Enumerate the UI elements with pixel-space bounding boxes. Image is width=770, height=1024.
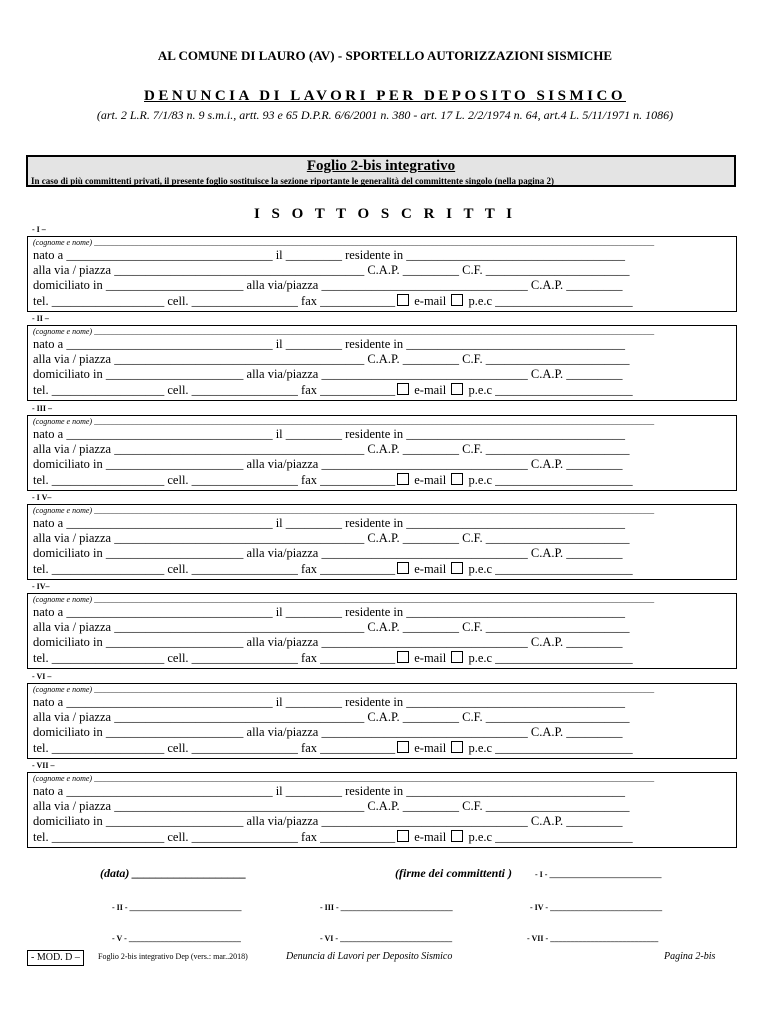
- pec-checkbox[interactable]: [451, 830, 463, 842]
- nato-residente-field[interactable]: nato a _________________________________ il _________ residente in ___________________________________: [33, 427, 625, 441]
- domicilio-field[interactable]: domiciliato in ______________________ alla via/piazza _________________________________ C.A.P. _________: [33, 814, 623, 828]
- signature-line-6[interactable]: - VI - ____________________________: [320, 934, 453, 943]
- pec-label: p.e.c ______________________: [465, 651, 633, 665]
- pec-label: p.e.c ______________________: [465, 562, 633, 576]
- email-checkbox[interactable]: [397, 741, 409, 753]
- footer-center: Denuncia di Lavori per Deposito Sismico: [286, 951, 453, 962]
- signatory-box: [27, 593, 737, 669]
- block-label: - III –: [32, 404, 53, 413]
- via-cap-cf-field[interactable]: alla via / piazza ________________________________________ C.A.P. _________ C.F. _______________________: [33, 710, 630, 724]
- signature-line-3[interactable]: - III - ____________________________: [320, 903, 453, 912]
- email-label: e-mail: [411, 294, 450, 308]
- signatory-box: [27, 504, 737, 580]
- pec-label: p.e.c ______________________: [465, 741, 633, 755]
- email-checkbox[interactable]: [397, 473, 409, 485]
- email-label: e-mail: [411, 741, 450, 755]
- domicilio-field[interactable]: domiciliato in ______________________ alla via/piazza _________________________________ C.A.P. _________: [33, 367, 623, 381]
- via-cap-cf-field[interactable]: alla via / piazza ________________________________________ C.A.P. _________ C.F. _______________________: [33, 620, 630, 634]
- foglio-box: [26, 155, 736, 187]
- tel-cell-fax-text: tel. __________________ cell. _________________ fax ____________: [33, 651, 396, 665]
- tel-cell-fax-text: tel. __________________ cell. _________________ fax ____________: [33, 741, 396, 755]
- nato-residente-field[interactable]: nato a _________________________________ il _________ residente in ___________________________________: [33, 784, 625, 798]
- cognome-nome-field[interactable]: (cognome e nome) ____________________________________________________________________________________________________________________________________________: [33, 774, 655, 783]
- pec-label: p.e.c ______________________: [465, 473, 633, 487]
- signatures-label: (firme dei committenti ): [395, 866, 512, 880]
- pec-checkbox[interactable]: [451, 383, 463, 395]
- block-label: - II –: [32, 314, 49, 323]
- page-number: Pagina 2-bis: [664, 951, 716, 962]
- date-field[interactable]: (data) ___________________: [100, 866, 247, 880]
- pec-checkbox[interactable]: [451, 294, 463, 306]
- cognome-nome-field[interactable]: (cognome e nome) ____________________________________________________________________________________________________________________________________________: [33, 595, 655, 604]
- foglio-title: Foglio 2-bis integrativo: [306, 158, 456, 174]
- domicilio-field[interactable]: domiciliato in ______________________ alla via/piazza _________________________________ C.A.P. _________: [33, 635, 623, 649]
- signatory-box: [27, 325, 737, 401]
- signatory-box: [27, 236, 737, 312]
- tel-cell-fax-text: tel. __________________ cell. _________________ fax ____________: [33, 562, 396, 576]
- pec-checkbox[interactable]: [451, 473, 463, 485]
- domicilio-field[interactable]: domiciliato in ______________________ alla via/piazza _________________________________ C.A.P. _________: [33, 457, 623, 471]
- via-cap-cf-field[interactable]: alla via / piazza ________________________________________ C.A.P. _________ C.F. _______________________: [33, 263, 630, 277]
- section-title: I S O T T O S C R I T T I: [253, 206, 517, 222]
- block-label: - I –: [32, 225, 46, 234]
- signature-line-2[interactable]: - II - ____________________________: [112, 903, 242, 912]
- mod-label: - MOD. D –: [27, 950, 84, 966]
- contacts-field[interactable]: [33, 830, 633, 845]
- signature-line-4[interactable]: - IV - ____________________________: [530, 903, 663, 912]
- via-cap-cf-field[interactable]: alla via / piazza ________________________________________ C.A.P. _________ C.F. _______________________: [33, 799, 630, 813]
- signatory-box: [27, 683, 737, 759]
- via-cap-cf-field[interactable]: alla via / piazza ________________________________________ C.A.P. _________ C.F. _______________________: [33, 352, 630, 366]
- email-label: e-mail: [411, 651, 450, 665]
- cognome-nome-field[interactable]: (cognome e nome) ____________________________________________________________________________________________________________________________________________: [33, 327, 655, 336]
- signatory-box: [27, 772, 737, 848]
- via-cap-cf-field[interactable]: alla via / piazza ________________________________________ C.A.P. _________ C.F. _______________________: [33, 531, 630, 545]
- email-checkbox[interactable]: [397, 294, 409, 306]
- cognome-nome-field[interactable]: (cognome e nome) ____________________________________________________________________________________________________________________________________________: [33, 238, 655, 247]
- block-label: - I V–: [32, 493, 52, 502]
- contacts-field[interactable]: [33, 651, 633, 666]
- tel-cell-fax-text: tel. __________________ cell. _________________ fax ____________: [33, 383, 396, 397]
- signature-line-7[interactable]: - VII - ___________________________: [527, 934, 659, 943]
- pec-checkbox[interactable]: [451, 651, 463, 663]
- document-title: DENUNCIA DI LAVORI PER DEPOSITO SISMICO: [144, 88, 626, 104]
- tel-cell-fax-text: tel. __________________ cell. _________________ fax ____________: [33, 294, 396, 308]
- pec-checkbox[interactable]: [451, 741, 463, 753]
- email-checkbox[interactable]: [397, 830, 409, 842]
- header-title: AL COMUNE DI LAURO (AV) - SPORTELLO AUTORIZZAZIONI SISMICHE: [157, 48, 613, 63]
- email-label: e-mail: [411, 473, 450, 487]
- contacts-field[interactable]: [33, 294, 633, 309]
- signature-line-5[interactable]: - V - ____________________________: [112, 934, 241, 943]
- signature-line-1[interactable]: - I - ____________________________: [535, 870, 662, 879]
- block-label: - IV–: [32, 582, 50, 591]
- cognome-nome-field[interactable]: (cognome e nome) ____________________________________________________________________________________________________________________________________________: [33, 417, 655, 426]
- email-checkbox[interactable]: [397, 651, 409, 663]
- block-label: - VI –: [32, 672, 52, 681]
- foglio-note: In caso di più committenti privati, il presente foglio sostituisce la sezione riportante le generalità del committente singolo (nella pagina 2): [31, 176, 555, 186]
- contacts-field[interactable]: [33, 562, 633, 577]
- contacts-field[interactable]: [33, 383, 633, 398]
- nato-residente-field[interactable]: nato a _________________________________ il _________ residente in ___________________________________: [33, 248, 625, 262]
- tel-cell-fax-text: tel. __________________ cell. _________________ fax ____________: [33, 473, 396, 487]
- via-cap-cf-field[interactable]: alla via / piazza ________________________________________ C.A.P. _________ C.F. _______________________: [33, 442, 630, 456]
- tel-cell-fax-text: tel. __________________ cell. _________________ fax ____________: [33, 830, 396, 844]
- cognome-nome-field[interactable]: (cognome e nome) ____________________________________________________________________________________________________________________________________________: [33, 506, 655, 515]
- signatory-box: [27, 415, 737, 491]
- nato-residente-field[interactable]: nato a _________________________________ il _________ residente in ___________________________________: [33, 695, 625, 709]
- nato-residente-field[interactable]: nato a _________________________________ il _________ residente in ___________________________________: [33, 516, 625, 530]
- pec-checkbox[interactable]: [451, 562, 463, 574]
- pec-label: p.e.c ______________________: [465, 294, 633, 308]
- nato-residente-field[interactable]: nato a _________________________________ il _________ residente in ___________________________________: [33, 337, 625, 351]
- legal-references: (art. 2 L.R. 7/1/83 n. 9 s.m.i., artt. 93 e 65 D.P.R. 6/6/2001 n. 380 - art. 17 L. 2/2/1974 n. 64, art.4 L. 5/11/1971 n. 1086): [96, 108, 674, 122]
- pec-label: p.e.c ______________________: [465, 383, 633, 397]
- email-label: e-mail: [411, 562, 450, 576]
- domicilio-field[interactable]: domiciliato in ______________________ alla via/piazza _________________________________ C.A.P. _________: [33, 278, 623, 292]
- domicilio-field[interactable]: domiciliato in ______________________ alla via/piazza _________________________________ C.A.P. _________: [33, 725, 623, 739]
- nato-residente-field[interactable]: nato a _________________________________ il _________ residente in ___________________________________: [33, 605, 625, 619]
- email-checkbox[interactable]: [397, 383, 409, 395]
- contacts-field[interactable]: [33, 741, 633, 756]
- email-label: e-mail: [411, 383, 450, 397]
- block-label: - VII –: [32, 761, 55, 770]
- contacts-field[interactable]: [33, 473, 633, 488]
- cognome-nome-field[interactable]: (cognome e nome) ____________________________________________________________________________________________________________________________________________: [33, 685, 655, 694]
- domicilio-field[interactable]: domiciliato in ______________________ alla via/piazza _________________________________ C.A.P. _________: [33, 546, 623, 560]
- email-label: e-mail: [411, 830, 450, 844]
- pec-label: p.e.c ______________________: [465, 830, 633, 844]
- email-checkbox[interactable]: [397, 562, 409, 574]
- footer-version: Foglio 2-bis integrativo Dep (vers.: mar..2018): [98, 952, 248, 961]
